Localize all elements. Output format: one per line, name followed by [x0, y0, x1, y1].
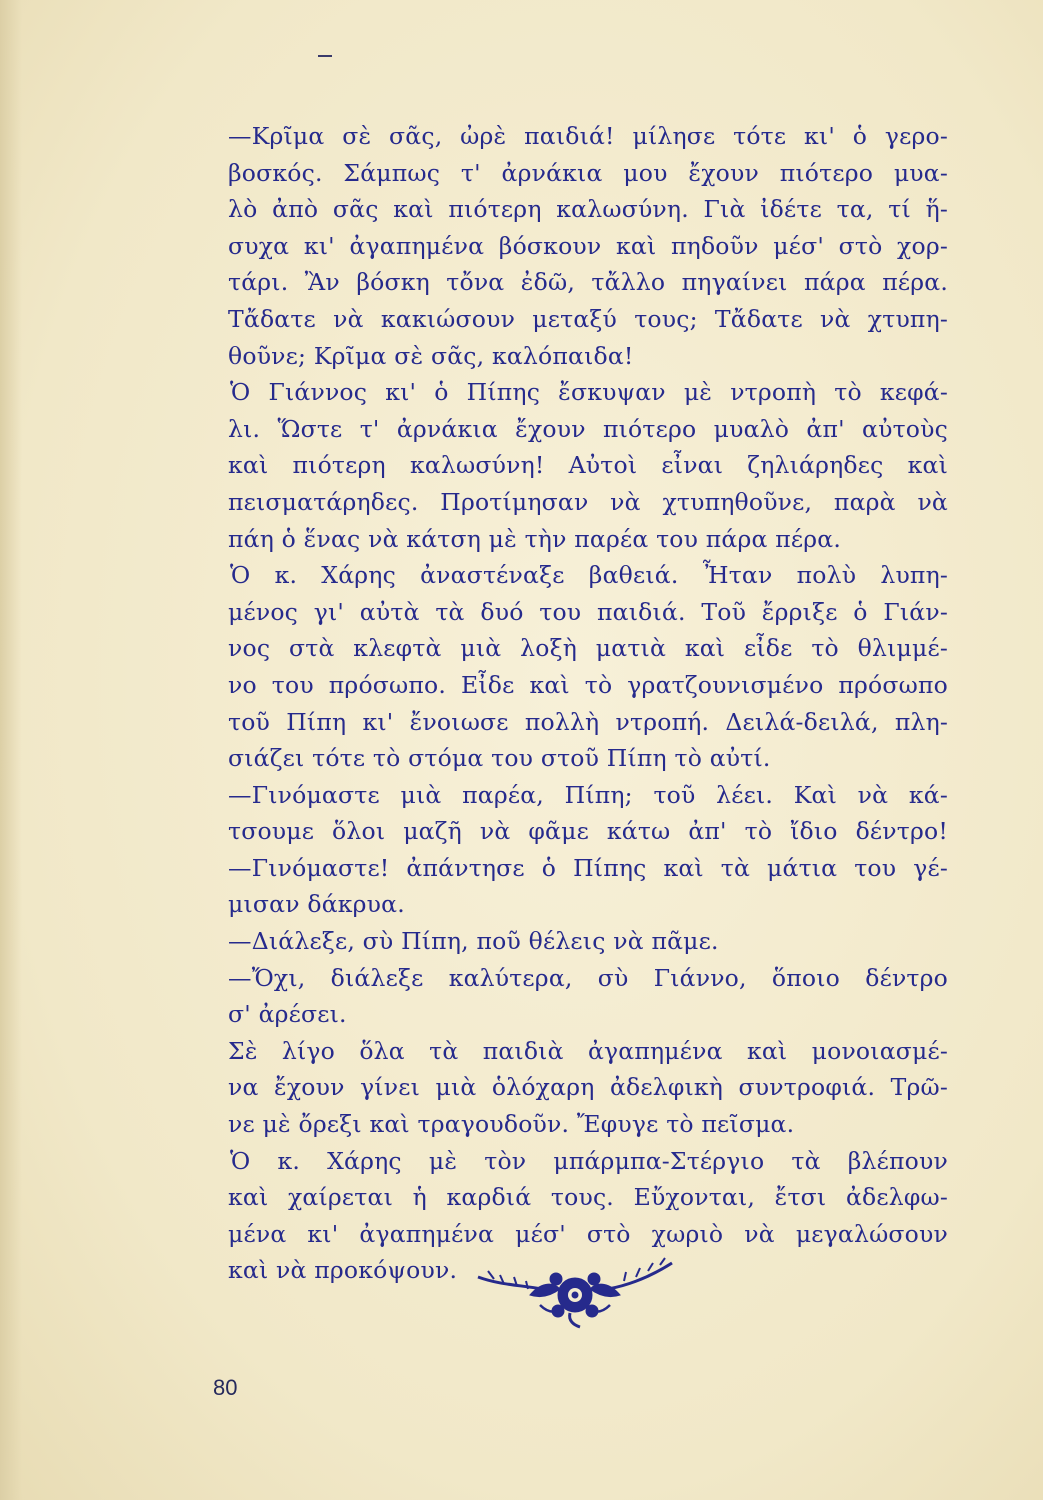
body-text — [228, 118, 948, 1289]
text-line: βοσκός. Σάμπως τ' ἀρνάκια μου ἔχουν πιότερο μυα- — [228, 158, 948, 187]
text-line: Ὁ κ. Χάρης ἀναστέναξε βαθειά. Ἦταν πολὺ λυπη- — [230, 561, 948, 590]
text-line: νε μὲ ὄρεξι καὶ τραγουδοῦν. Ἔφυγε τὸ πεῖσμα. — [228, 1110, 795, 1139]
text-line: λὸ ἀπὸ σᾶς καὶ πιότερη καλωσύνη. Γιὰ ἰδέτε τα, τί ἥ- — [228, 195, 948, 224]
text-line: τσουμε ὅλοι μαζῆ νὰ φᾶμε κάτω ἀπ' τὸ ἴδιο δέντρο! — [228, 817, 948, 846]
top-mark — [318, 55, 332, 57]
text-line: καὶ νὰ προκόψουν. — [228, 1256, 458, 1285]
text-line: μένος γι' αὐτὰ τὰ δυό του παιδιά. Τοῦ ἔρριξε ὁ Γιάν- — [228, 597, 948, 626]
text-line: πεισματάρηδες. Προτίμησαν νὰ χτυπηθοῦνε, παρὰ νὰ — [228, 487, 948, 516]
text-line: μισαν δάκρυα. — [228, 890, 405, 919]
text-line: συχα κι' ἀγαπημένα βόσκουν καὶ πηδοῦν μέσ' στὸ χορ- — [228, 231, 948, 260]
text-line: —Γινόμαστε! ἀπάντησε ὁ Πίπης καὶ τὰ μάτια του γέ- — [228, 853, 948, 882]
text-line: καὶ πιότερη καλωσύνη! Αὐτοὶ εἶναι ζηλιάρηδες καὶ — [228, 451, 948, 480]
text-line: καὶ χαίρεται ἡ καρδιά τους. Εὔχονται, ἔτσι ἀδελφω- — [228, 1183, 948, 1212]
text-line: νο του πρόσωπο. Εἶδε καὶ τὸ γρατζουνισμένο πρόσωπο — [228, 670, 948, 699]
text-line: νος στὰ κλεφτὰ μιὰ λοξὴ ματιὰ καὶ εἶδε τὸ θλιμμέ- — [228, 634, 948, 663]
text-line: τοῦ Πίπη κι' ἔνοιωσε πολλὴ ντροπή. Δειλά-δειλά, πλη- — [228, 707, 948, 736]
text-line: Σὲ λίγο ὅλα τὰ παιδιὰ ἀγαπημένα καὶ μονοιασμέ- — [228, 1036, 948, 1065]
text-line: —Διάλεξε, σὺ Πίπη, ποῦ θέλεις νὰ πᾶμε. — [228, 927, 719, 956]
text-line: Ὁ Γιάννος κι' ὁ Πίπης ἔσκυψαν μὲ ντροπὴ τὸ κεφά- — [230, 378, 948, 407]
floral-ornament-icon — [470, 1255, 680, 1335]
text-line: πάη ὁ ἕνας νὰ κάτση μὲ τὴν παρέα του πάρα πέρα. — [228, 524, 842, 553]
text-line: —Ὄχι, διάλεξε καλύτερα, σὺ Γιάννο, ὅποιο δέντρο — [228, 963, 948, 992]
text-line: να ἔχουν γίνει μιὰ ὁλόχαρη ἀδελφικὴ συντροφιά. Τρῶ- — [228, 1073, 948, 1102]
text-line: —Κρῖμα σὲ σᾶς, ὠρὲ παιδιά! μίλησε τότε κι' ὁ γερο- — [228, 122, 948, 150]
text-line: λι. Ὥστε τ' ἀρνάκια ἔχουν πιότερο μυαλὸ ἀπ' αὐτοὺς — [228, 414, 948, 443]
text-line: σ' ἀρέσει. — [228, 1000, 347, 1029]
page-edge-shadow — [0, 0, 22, 1500]
text-line: —Γινόμαστε μιὰ παρέα, Πίπη; τοῦ λέει. Καὶ νὰ κά- — [228, 780, 948, 809]
text-line: Ὁ κ. Χάρης μὲ τὸν μπάρμπα-Στέργιο τὰ βλέπουν — [230, 1146, 948, 1175]
text-line: θοῦνε; Κρῖμα σὲ σᾶς, καλόπαιδα! — [228, 341, 634, 370]
text-line: Τἄδατε νὰ κακιώσουν μεταξύ τους; Τἄδατε νὰ χτυπη- — [228, 304, 948, 333]
text-line: σιάζει τότε τὸ στόμα του στοῦ Πίπη τὸ αὐτί. — [228, 744, 771, 773]
text-line: μένα κι' ἀγαπημένα μέσ' στὸ χωριὸ νὰ μεγαλώσουν — [228, 1219, 948, 1248]
text-line: τάρι. Ἂν βόσκη τὄνα ἐδῶ, τἄλλο πηγαίνει πάρα πέρα. — [228, 268, 948, 297]
page-number: 80 — [213, 1375, 238, 1400]
